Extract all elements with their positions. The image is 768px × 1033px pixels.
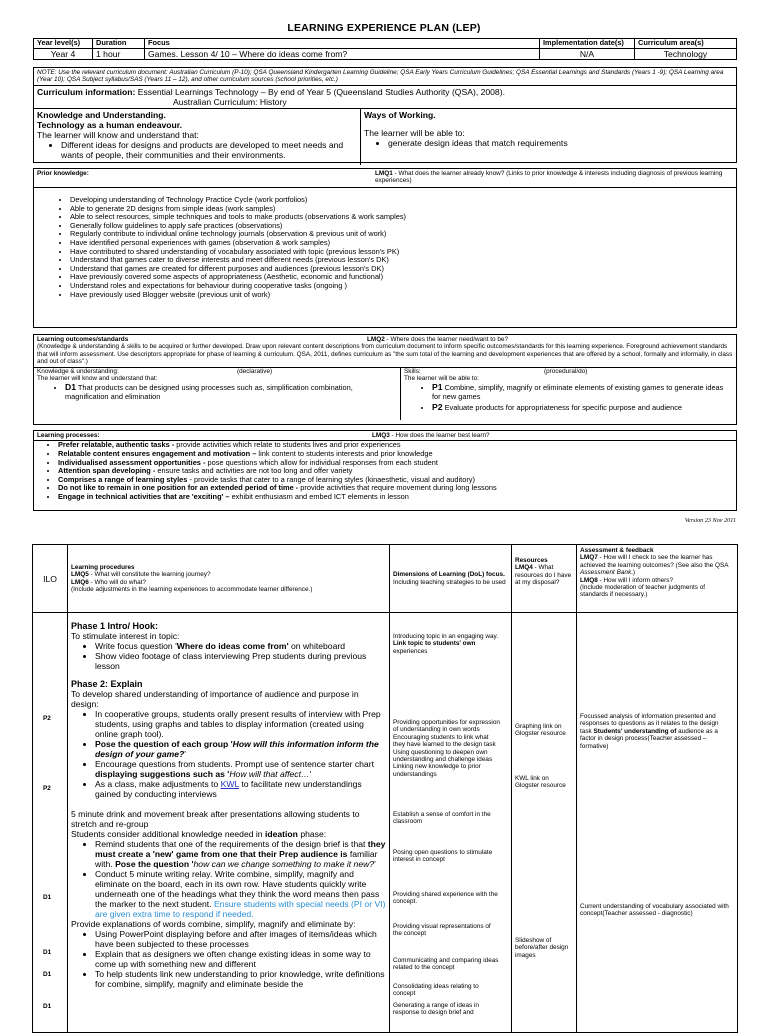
year-level-label: Year level(s)	[34, 39, 93, 49]
curriculum-area-value: Technology	[635, 48, 737, 59]
curriculum-note: NOTE: Use the relevant curriculum document: Australian Curriculum (P-10); QSA Queensland Kindergarten Learning Guideline; QSA Early Years Curriculum Guidelines; QSA Essential Learnings and Standards (Years 1 -9); QSA Learning area (Year 10); QSA Subject syllabus/SAS (Years 11 – 12), and other curriculum sources (school priorities, etc.)	[34, 68, 736, 86]
ilo-code: P2	[43, 715, 51, 722]
prior-knowledge-section	[33, 168, 737, 328]
dol-entry: Introducing topic in an engaging way. Link topic to students' own experiences	[393, 633, 499, 655]
curriculum-area-label: Curriculum area(s)	[635, 39, 737, 49]
lmq1-label: LMQ1	[375, 170, 393, 177]
outcomes-header	[34, 335, 736, 367]
prior-item: • Able to generate 2D designs from simple ideas (work samples)	[70, 205, 736, 214]
ideation-text: Students consider additional knowledge needed in ideation phase:	[71, 829, 327, 839]
curriculum-info-line1: Essential Learnings Technology – By end of Year 5 (Queensland Studies Authority (QSA), 2008).	[135, 86, 505, 97]
phase1-item: • Write focus question 'Where do ideas come from' on whiteboard	[95, 641, 386, 651]
assessment-item: Focussed analysis of information presented and responses to questions as it relates to the design task Students' understanding of audience as a factor in design process(Teacher assessed – formative)	[580, 713, 719, 750]
year-level-value: Year 4	[34, 48, 93, 59]
focus-value: Games. Lesson 4/ 10 – Where do ideas come from?	[145, 48, 540, 59]
ku-outcome-d1	[65, 382, 397, 401]
ilo-column	[33, 613, 68, 1033]
dol-entry: Providing opportunities for expression of understanding in own words Encouraging students to link what they have learned to the design task Using questioning to deepen own understanding and challenge ideas Linking new knowledge to prior understandings	[393, 719, 500, 778]
provide-item: • Explain that as designers we often change existing ideas in some way to come up with something new and different	[95, 949, 386, 969]
implementation-date-label: Implementation date(s)	[540, 39, 635, 49]
lmq1-description: - What does the learner already know? (Links to prior knowledge & interests including diagnosis of previous learning experiences)	[375, 170, 723, 185]
learning-processes-section	[33, 430, 737, 511]
provide-item: • Using PowerPoint displaying before and after images of items/ideas which have been subjected to these processes	[95, 929, 386, 949]
knowledge-item: • Different ideas for designs and products are developed to meet needs and wants of people, their communities and their environments.	[61, 140, 357, 160]
resources-column	[512, 613, 577, 1033]
p1-code: P1	[432, 382, 443, 393]
ways-of-working	[361, 109, 736, 165]
ku-type: (declarative)	[237, 367, 273, 375]
process-item: • Prefer relatable, authentic tasks - provide activities which relate to students lives and prior experiences	[58, 441, 736, 450]
outcomes-label: Learning outcomes/standards	[37, 336, 129, 343]
ideation-item: • Conduct 5 minute writing relay. Write combine, simplify, magnify and eliminate on the board, each in its own row. Have students quickly write underneath one of the headings what they think the word means then pass the marker to the next student. Ensure students with special needs (PI or VI) are given extra time to respond if needed.	[95, 869, 386, 919]
procedures-title: Learning procedures	[71, 563, 135, 571]
phase1-intro: To stimulate interest in topic:	[71, 631, 180, 641]
assessment-title: Assessment & feedback	[580, 547, 654, 554]
assessment-item: Current understanding of vocabulary associated with concept(Teacher assessed - diagnostic)	[580, 903, 729, 918]
dol-entry: Consolidating ideas relating to concept	[393, 983, 479, 998]
ilo-code: D1	[43, 894, 52, 901]
prior-item: • Able to select resources, simple techniques and tools to make products (observations & work samples)	[70, 213, 736, 222]
knowledge-understanding	[34, 109, 361, 165]
dol-entry: Providing shared experience with the concept.	[393, 891, 498, 906]
knowledge-heading: Knowledge and Understanding.	[37, 109, 166, 120]
prior-item: • Have identified personal experiences with games (observation & work samples)	[70, 239, 736, 248]
duration-value: 1 hour	[93, 48, 145, 59]
page-title: LEARNING EXPERIENCE PLAN (LEP)	[287, 22, 481, 34]
break-text: 5 minute drink and movement break after presentations allowing students to stretch and re-group	[71, 809, 360, 829]
outcomes-skills	[401, 368, 736, 420]
phase2-item: • Encourage questions from students. Prompt use of sentence starter chart displaying suggestions such as 'How will that affect…'	[95, 759, 386, 779]
ku-intro: The learner will know and understand that:	[37, 375, 158, 383]
curriculum-section	[33, 67, 737, 163]
phase2-title: Phase 2: Explain	[71, 679, 143, 689]
phase2-intro: To develop shared understanding of importance of audience and purpose in design:	[71, 689, 359, 709]
phase2-item: • As a class, make adjustments to KWL to facilitate new understandings gained by conducting interviews	[95, 779, 386, 799]
dol-entry: Providing visual representations of the concept	[393, 923, 491, 938]
prior-item: • Generally follow guidelines to apply safe practices (observations)	[70, 222, 736, 231]
knowledge-subheading: Technology as a human endeavour.	[37, 119, 183, 130]
version-label: Version 23 Nov 2011	[684, 517, 736, 524]
curriculum-info-label: Curriculum information:	[37, 86, 136, 97]
skills-label: Skills:	[404, 367, 421, 375]
resource-item: Graphing link on Glogster resource	[515, 723, 566, 738]
knowledge-intro: The learner will know and understand that:	[37, 129, 199, 140]
p2-text: Evaluate products for appropriateness for specific purpose and audience	[442, 402, 683, 412]
header-table	[33, 38, 737, 60]
skill-outcome-p2	[432, 402, 733, 413]
lmq2-label: LMQ2	[367, 336, 385, 343]
skill-outcome-p1	[432, 382, 733, 401]
ku-ways-row	[34, 109, 736, 165]
resource-item: Slideshow of before/after design images	[515, 937, 569, 959]
prior-item: • Developing understanding of Technology Practice Cycle (work portfolios)	[70, 196, 736, 205]
prior-knowledge-label: Prior knowledge:	[37, 170, 89, 177]
ilo-code: D1	[43, 971, 52, 978]
prior-item: • Have previously used Blogger website (previous unit of work)	[70, 291, 736, 300]
curriculum-info	[34, 86, 736, 109]
curriculum-info-line2: Australian Curriculum: History	[173, 96, 287, 107]
header-label-row	[34, 39, 737, 49]
prior-knowledge-header	[34, 169, 736, 188]
assessment-column	[577, 613, 738, 1033]
ilo-code: D1	[43, 949, 52, 956]
dol-subtitle: Including teaching strategies to be used	[393, 578, 506, 586]
outcomes-row	[34, 367, 736, 420]
procedures-column	[68, 613, 390, 1033]
d1-code: D1	[65, 382, 76, 393]
processes-label: Learning processes:	[37, 432, 100, 439]
resources-title: Resources	[515, 557, 548, 564]
ideation-item: • Remind students that one of the requirements of the design brief is that they must create a 'new' game from one that their Prep audience is familiar with. Pose the question 'how can we change something to make it new?'	[95, 839, 386, 869]
dol-entry: Communicating and comparing ideas related to the concept	[393, 957, 499, 972]
process-item: • Comprises a range of learning styles - provide tasks that cater to a range of learning styles (kinaesthetic, visual and auditory)	[58, 476, 736, 485]
phase2-item: • Pose the question of each group 'How will this information inform the design of your game?'	[95, 739, 386, 759]
ways-item: • generate design ideas that match requirements	[388, 138, 733, 148]
ilo-header: ILO	[33, 545, 68, 613]
p1-text: Combine, simplify, magnify or eliminate elements of existing games to generate ideas for new games	[432, 383, 724, 402]
phase1-title: Phase 1 Intro/ Hook:	[71, 621, 159, 631]
plan-body-row	[33, 613, 738, 1033]
prior-item: • Regularly contribute to individual online technology journals (observation & previous unit of work)	[70, 230, 736, 239]
dol-entry: Establish a sense of comfort in the classroom	[393, 811, 491, 826]
skills-intro: The learner will be able to:	[404, 375, 479, 383]
header-value-row	[34, 48, 737, 59]
dol-title: Dimensions of Learning (DoL) focus.	[393, 571, 505, 579]
skills-type: (procedural/do)	[544, 367, 588, 375]
outcomes-description: (Knowledge & understanding & skills to be acquired or further developed. Draw upon relevant content descriptions from curriculum document to inform specific outcomes/standards for this learning experience. Foreground achievement standards that will inform assessment. Use descriptors appropriate for phase of learning & curriculum. QSA, 2011, defines curriculum as "the sum total of the learning and development experiences that are offered by a school, formally and informally, in class and out of class".)	[37, 343, 733, 366]
processes-list	[34, 441, 736, 501]
p2-code: P2	[432, 401, 443, 412]
kwl-link[interactable]: KWL	[220, 779, 239, 789]
implementation-date-value: N/A	[540, 48, 635, 59]
resources-header: Resources LMQ4 - What resources do I have at my disposal?	[512, 545, 577, 613]
ilo-code: P2	[43, 785, 51, 792]
dol-header	[390, 545, 512, 613]
prior-item: • Understand roles and expectations for behaviour during cooperative tasks (ongoing )	[70, 282, 736, 291]
prior-item: • Have previously covered some aspects of appropriateness (Aesthetic, economic and functional)	[70, 273, 736, 282]
prior-item: • Have contributed to shared understanding of vocabulary associated with topic (previous lesson's PK)	[70, 248, 736, 257]
process-item: • Individualised assessment opportunities - pose questions which allow for individual responses from each student	[58, 459, 736, 468]
provide-item: • To help students link new understanding to prior knowledge, write definitions for combine, simplify, magnify and eliminate beside the	[95, 969, 386, 989]
assessment-header: Assessment & feedback LMQ7 - How will I check to see the learner has achieved the learning outcomes? (See also the QSA Assessment Bank.) LMQ8 - How will I inform others? (Include moderation of teacher judgments of standards if necessary.)	[577, 545, 738, 613]
focus-label: Focus	[145, 39, 540, 49]
lmq3-label: LMQ3	[372, 432, 390, 439]
resource-item: KWL link on Glogster resource	[515, 775, 566, 790]
dol-entry: Generating a range of ideas in response to design brief and	[393, 1002, 479, 1017]
prior-item: • Understand that games are created for different purposes and audiences (previous lesson's DK)	[70, 265, 736, 274]
phase2-item: • In cooperative groups, students orally present results of interview with Prep students, using graphs and tables to display information (created using online graph tool).	[95, 709, 386, 739]
learning-plan-table	[32, 544, 738, 1033]
phase1-item: • Show video footage of class interviewing Prep students during previous lesson	[95, 651, 386, 671]
ku-label: Knowledge & understanding:	[37, 367, 119, 375]
dol-column	[390, 613, 512, 1033]
ilo-code: D1	[43, 1003, 52, 1010]
outcomes-knowledge	[34, 368, 401, 420]
ways-heading: Ways of Working.	[364, 109, 436, 120]
lmq1-text	[372, 169, 736, 187]
dol-entry: Posing open questions to stimulate interest in concept	[393, 849, 493, 864]
learning-outcomes-section	[33, 334, 737, 425]
procedures-header: Learning procedures LMQ5 - What will constitute the learning journey? LMQ6 - Who will do what? (Include adjustments in the learning experiences to accommodate learner difference.)	[68, 545, 390, 613]
process-item: • Attention span developing - ensure tasks and activities are not too long and offer variety	[58, 467, 736, 476]
d1-text: That products can be designed using processes such as, simplification combination, magnification and elimination	[65, 383, 353, 402]
lmq2-description: - Where does the learner need/want to be?	[384, 336, 509, 343]
lmq3-description: - How does the learner best learn?	[389, 432, 490, 439]
ways-intro: The learner will be able to:	[364, 127, 465, 138]
prior-knowledge-list	[34, 196, 736, 299]
duration-label: Duration	[93, 39, 145, 49]
provide-text: Provide explanations of words combine, simplify, magnify and eliminate by:	[71, 919, 356, 929]
prior-item: • Understand that games cater to diverse interests and meet different needs (previous lesson's DK)	[70, 256, 736, 265]
process-item: • Relatable content ensures engagement and motivation – link content to students interests and prior knowledge	[58, 450, 736, 459]
process-item: • Engage in technical activities that are 'exciting' – exhibit enthusiasm and embed ICT elements in lesson	[58, 493, 736, 502]
plan-header-row	[33, 545, 738, 613]
process-item: • Do not like to remain in one position for an extended period of time - provide activities that require movement during long lessons	[58, 484, 736, 493]
